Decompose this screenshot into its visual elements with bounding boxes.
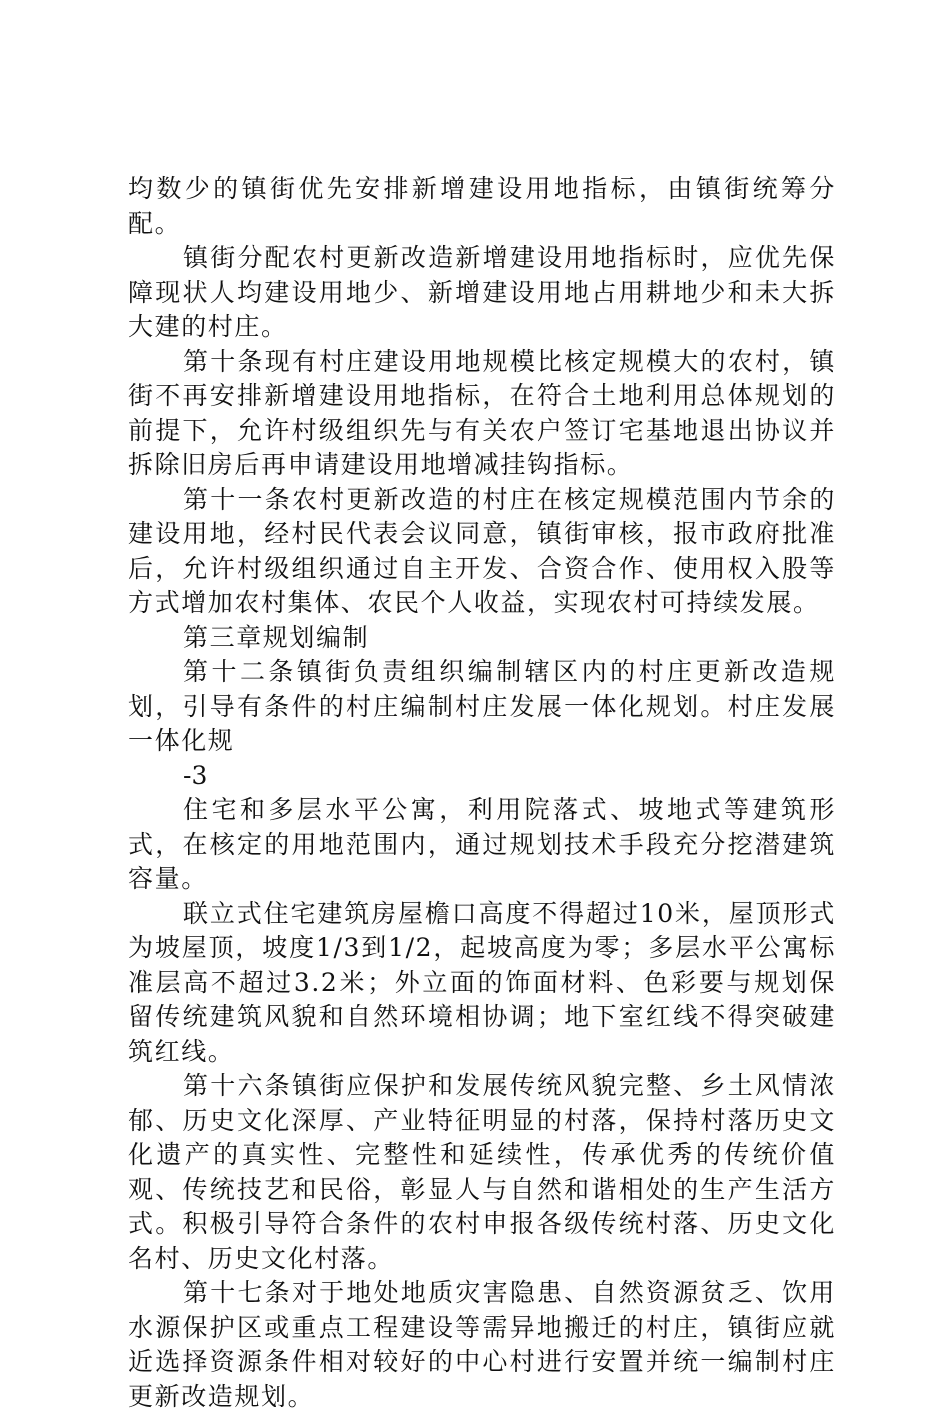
article-16-paragraph: 第十六条镇街应保护和发展传统风貌完整、乡土风情浓郁、历史文化深厚、产业特征明显的村落，保持村落历史文化遗产的真实性、完整性和延续性，传承优秀的传统价值观、传统技艺和民俗，彰显人与自然和谐相处的生产生活方式。积极引导符合条件的农村申报各级传统村落、历史文化名村、历史文化村落。	[128, 1071, 836, 1273]
chapter-heading: 第三章规划编制	[183, 622, 370, 652]
paragraph: 住宅和多层水平公寓，利用院落式、坡地式等建筑形式，在核定的用地范围内，通过规划技术手段充分挖潜建筑容量。	[128, 795, 836, 893]
article-17-paragraph: 第十七条对于地处地质灾害隐患、自然资源贫乏、饮用水源保护区或重点工程建设等需异地搬迁的村庄，镇街应就近选择资源条件相对较好的中心村进行安置并统一编制村庄更新改造规划。	[128, 1278, 836, 1411]
article-12-paragraph: 第十二条镇街负责组织编制辖区内的村庄更新改造规划，引导有条件的村庄编制村庄发展一体化规划。村庄发展一体化规	[128, 657, 836, 755]
paragraph: 联立式住宅建筑房屋檐口高度不得超过10米，屋顶形式为坡屋顶，坡度1/3到1/2，起坡高度为零；多层水平公寓标准层高不超过3.2米；外立面的饰面材料、色彩要与规划保留传统建筑风貌和自然环境相协调；地下室红线不得突破建筑红线。	[128, 898, 836, 1066]
paragraph-continuation: 均数少的镇街优先安排新增建设用地指标，由镇街统筹分配。	[128, 174, 836, 238]
document-body	[128, 172, 836, 1414]
article-11-paragraph: 第十一条农村更新改造的村庄在核定规模范围内节余的建设用地，经村民代表会议同意，镇街审核，报市政府批准后，允许村级组织通过自主开发、合资合作、使用权入股等方式增加农村集体、农民个人收益，实现农村可持续发展。	[128, 484, 836, 617]
page-number: -3	[183, 760, 208, 790]
paragraph: 镇街分配农村更新改造新增建设用地指标时，应优先保障现状人均建设用地少、新增建设用地占用耕地少和未大拆大建的村庄。	[128, 243, 836, 341]
article-10-paragraph: 第十条现有村庄建设用地规模比核定规模大的农村，镇街不再安排新增建设用地指标，在符合土地利用总体规划的前提下，允许村级组织先与有关农户签订宅基地退出协议并拆除旧房后再申请建设用地增减挂钩指标。	[128, 346, 836, 479]
